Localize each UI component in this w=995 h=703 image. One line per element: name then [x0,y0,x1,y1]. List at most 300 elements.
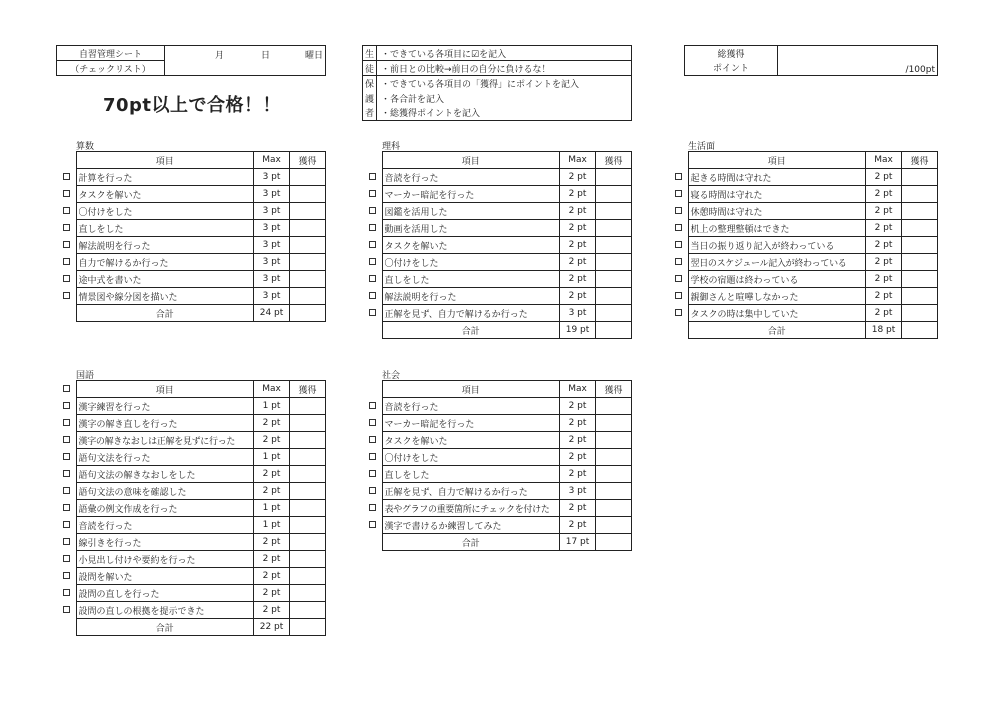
table-row [364,237,632,254]
row-got-input[interactable] [290,271,326,288]
japanese-header-check[interactable] [58,381,76,398]
row-check[interactable] [364,271,382,288]
row-got-input[interactable] [596,220,632,237]
checkbox-icon[interactable] [369,402,376,409]
row-item: マーカー暗記を行った [382,415,560,432]
row-item: 設問の直しの根拠を提示できた [76,602,254,619]
row-check[interactable] [364,500,382,517]
row-item: タスクを解いた [76,186,254,203]
row-got-input[interactable] [902,271,938,288]
guardian-role-1: 保 [363,76,377,91]
weekday-label: 曜日 [305,51,324,61]
checkbox-icon[interactable] [63,538,70,545]
row-got-input[interactable] [596,271,632,288]
row-got-input[interactable] [290,237,326,254]
row-got-input[interactable] [290,602,326,619]
row-check[interactable] [364,432,382,449]
row-got-input[interactable] [596,237,632,254]
row-got-input[interactable] [902,288,938,305]
row-got-input[interactable] [596,398,632,415]
row-check[interactable] [670,237,688,254]
social-total-max: 17 pt [560,534,596,551]
science-header-row [364,152,632,169]
table-row [670,186,938,203]
table-row [58,203,326,220]
row-got-input[interactable] [290,288,326,305]
instructions-box [362,45,632,121]
row-check[interactable] [364,305,382,322]
checkbox-icon[interactable] [63,224,70,231]
japanese-total-label: 合計 [76,619,254,636]
row-item: 漢字の解きなおしは正解を見ずに行った [76,432,254,449]
row-check[interactable] [364,449,382,466]
table-row [58,169,326,186]
science-total-got-input[interactable] [596,322,632,339]
checkbox-icon[interactable] [63,207,70,214]
checkbox-icon[interactable] [369,207,376,214]
row-check[interactable] [364,186,382,203]
checkbox-icon[interactable] [369,419,376,426]
row-max: 3 pt [254,237,290,254]
guardian-role-2: 護 [363,91,377,106]
row-got-input[interactable] [290,169,326,186]
row-max: 2 pt [560,398,596,415]
table-row [58,271,326,288]
row-check[interactable] [58,288,76,305]
row-check[interactable] [670,271,688,288]
checkbox-icon[interactable] [675,275,682,282]
row-item: 語句文法の意味を確認した [76,483,254,500]
row-got-input[interactable] [290,220,326,237]
row-got-input[interactable] [596,500,632,517]
row-check[interactable] [58,271,76,288]
social-table [364,380,632,551]
row-max: 2 pt [560,203,596,220]
total-points-input[interactable] [778,46,938,76]
row-got-input[interactable] [290,449,326,466]
japanese-table [58,380,326,636]
row-got-input[interactable] [290,432,326,449]
checkbox-icon[interactable] [63,606,70,613]
row-max: 2 pt [254,602,290,619]
table-row [670,271,938,288]
row-got-input[interactable] [902,186,938,203]
row-max: 3 pt [254,169,290,186]
row-check[interactable] [364,483,382,500]
row-got-input[interactable] [596,466,632,483]
table-row [58,288,326,305]
checkbox-icon[interactable] [63,436,70,443]
row-item: 寝る時間は守れた [688,186,866,203]
row-got-input[interactable] [290,203,326,220]
day-label: 日 [261,51,271,61]
table-row [58,483,326,500]
row-max: 2 pt [866,271,902,288]
social-total-got-input[interactable] [596,534,632,551]
table-row [58,500,326,517]
row-got-input[interactable] [290,254,326,271]
row-item: 漢字練習を行った [76,398,254,415]
life-total-got-input[interactable] [902,322,938,339]
table-row [58,254,326,271]
row-check[interactable] [364,517,382,534]
life-col-max: Max [866,152,902,169]
row-check[interactable] [58,568,76,585]
checkbox-icon[interactable] [369,224,376,231]
row-got-input[interactable] [902,305,938,322]
checkbox-icon[interactable] [63,419,70,426]
table-row [364,305,632,322]
table-row [58,432,326,449]
row-got-input[interactable] [290,186,326,203]
checkbox-icon[interactable] [369,521,376,528]
checkbox-icon[interactable] [369,436,376,443]
row-check[interactable] [670,305,688,322]
row-item: 〇付けをした [382,254,560,271]
table-row [58,534,326,551]
student-note-2: ・前日との比較→前日の自分に負けるな！ [377,61,632,76]
row-check[interactable] [670,288,688,305]
row-got-input[interactable] [290,568,326,585]
row-max: 2 pt [866,288,902,305]
row-check[interactable] [58,534,76,551]
checkbox-icon[interactable] [369,453,376,460]
science-col-got: 獲得 [596,152,632,169]
checkbox-icon[interactable] [63,453,70,460]
math-col-item: 項目 [76,152,254,169]
row-check[interactable] [58,398,76,415]
row-max: 2 pt [560,415,596,432]
row-item: 直しをした [76,220,254,237]
checkbox-icon[interactable] [675,309,682,316]
table-row [58,186,326,203]
row-check[interactable] [58,220,76,237]
row-check[interactable] [58,432,76,449]
row-item: 正解を見ず、自力で解けるか行った [382,483,560,500]
row-check[interactable] [58,585,76,602]
table-row [58,602,326,619]
row-check[interactable] [364,203,382,220]
japanese-col-got: 獲得 [290,381,326,398]
checkbox-icon[interactable] [369,173,376,180]
row-max: 3 pt [254,203,290,220]
row-check[interactable] [670,203,688,220]
checkbox-icon[interactable] [675,241,682,248]
social-col-max: Max [560,381,596,398]
row-max: 2 pt [254,568,290,585]
total-spacer [364,322,382,339]
table-row [364,415,632,432]
row-max: 2 pt [560,517,596,534]
row-item: 机上の整理整頓はできた [688,220,866,237]
row-got-input[interactable] [596,186,632,203]
table-row [58,517,326,534]
checkbox-icon[interactable] [369,487,376,494]
checkbox-icon[interactable] [63,555,70,562]
row-max: 2 pt [254,415,290,432]
row-item: 解法説明を行った [76,237,254,254]
row-got-input[interactable] [596,169,632,186]
row-item: 語句文法の解きなおしをした [76,466,254,483]
row-got-input[interactable] [596,449,632,466]
row-got-input[interactable] [290,585,326,602]
row-check[interactable] [670,186,688,203]
japanese-total-got-input[interactable] [290,619,326,636]
table-row [364,466,632,483]
checkbox-icon[interactable] [675,173,682,180]
row-got-input[interactable] [596,517,632,534]
row-max: 2 pt [254,483,290,500]
row-got-input[interactable] [596,254,632,271]
math-header-check [58,152,76,169]
row-got-input[interactable] [290,534,326,551]
checkbox-icon[interactable] [63,504,70,511]
math-total-label: 合計 [76,305,254,322]
row-max: 3 pt [254,254,290,271]
row-got-input[interactable] [596,305,632,322]
row-max: 2 pt [866,169,902,186]
checkbox-icon[interactable] [63,487,70,494]
row-check[interactable] [364,288,382,305]
table-row [670,254,938,271]
checkbox-icon[interactable] [675,224,682,231]
row-check[interactable] [364,220,382,237]
checkbox-icon[interactable] [63,385,70,392]
checkbox-icon[interactable] [675,190,682,197]
table-row [58,551,326,568]
checkbox-icon[interactable] [63,521,70,528]
table-row [58,237,326,254]
row-check[interactable] [58,415,76,432]
row-item: 設問を解いた [76,568,254,585]
social-header-check [364,381,382,398]
checkbox-icon[interactable] [369,190,376,197]
row-check[interactable] [58,602,76,619]
row-check[interactable] [58,466,76,483]
table-row [364,220,632,237]
table-row [364,254,632,271]
row-item: 動画を活用した [382,220,560,237]
row-max: 2 pt [560,466,596,483]
row-item: 直しをした [382,271,560,288]
life-total-label: 合計 [688,322,866,339]
row-got-input[interactable] [902,254,938,271]
row-item: 〇付けをした [76,203,254,220]
checkbox-icon[interactable] [63,173,70,180]
math-table [58,151,326,322]
row-got-input[interactable] [902,203,938,220]
life-title: 生活面 [688,142,716,152]
table-row [58,220,326,237]
row-got-input[interactable] [902,237,938,254]
row-max: 2 pt [560,271,596,288]
checkbox-icon[interactable] [369,275,376,282]
row-max: 2 pt [560,169,596,186]
student-note-1: ・できている各項目に☑を記入 [377,46,632,61]
checkbox-icon[interactable] [369,292,376,299]
row-check[interactable] [58,517,76,534]
science-title: 理科 [382,142,401,152]
checkbox-icon[interactable] [63,258,70,265]
row-check[interactable] [670,254,688,271]
row-item: 小見出し付けや要約を行った [76,551,254,568]
row-max: 2 pt [560,220,596,237]
row-max: 2 pt [560,186,596,203]
row-item: 情景図や線分図を描いた [76,288,254,305]
row-max: 2 pt [254,432,290,449]
row-max: 1 pt [254,517,290,534]
row-max: 2 pt [254,466,290,483]
math-title: 算数 [76,142,95,152]
row-max: 1 pt [254,449,290,466]
japanese-total-row [58,619,326,636]
row-check[interactable] [364,398,382,415]
checkbox-icon[interactable] [369,470,376,477]
row-got-input[interactable] [290,551,326,568]
row-item: 当日の振り返り記入が終わっている [688,237,866,254]
row-item: 漢字で書けるか練習してみた [382,517,560,534]
table-row [670,169,938,186]
row-check[interactable] [58,500,76,517]
math-col-max: Max [254,152,290,169]
row-max: 3 pt [254,220,290,237]
row-check[interactable] [58,449,76,466]
row-max: 2 pt [254,534,290,551]
row-check[interactable] [670,169,688,186]
math-header-row [58,152,326,169]
row-got-input[interactable] [596,415,632,432]
row-check[interactable] [364,169,382,186]
row-max: 2 pt [866,254,902,271]
table-row [364,203,632,220]
table-row [364,500,632,517]
row-max: 2 pt [866,237,902,254]
row-check[interactable] [58,483,76,500]
row-check[interactable] [364,237,382,254]
row-check[interactable] [364,415,382,432]
life-header-check [670,152,688,169]
checkbox-icon[interactable] [63,275,70,282]
checkbox-icon[interactable] [63,190,70,197]
row-item: 途中式を書いた [76,271,254,288]
table-row [58,466,326,483]
science-header-check [364,152,382,169]
checkbox-icon[interactable] [63,402,70,409]
row-item: 起きる時間は守れた [688,169,866,186]
science-col-max: Max [560,152,596,169]
checkbox-icon[interactable] [63,292,70,299]
row-check[interactable] [670,220,688,237]
guardian-note-1: ・できている各項目の「獲得」にポイントを記入 [377,76,632,91]
row-check[interactable] [58,237,76,254]
checkbox-icon[interactable] [63,241,70,248]
row-max: 3 pt [560,483,596,500]
row-check[interactable] [364,466,382,483]
row-got-input[interactable] [290,466,326,483]
row-max: 2 pt [560,237,596,254]
table-row [670,220,938,237]
total-points-label-2: ポイント [685,61,778,76]
row-item: 表やグラフの重要箇所にチェックを付けた [382,500,560,517]
row-max: 2 pt [560,500,596,517]
sheet-header [56,45,326,76]
table-row [364,517,632,534]
row-item: 〇付けをした [382,449,560,466]
table-row [58,415,326,432]
social-total-label: 合計 [382,534,560,551]
japanese-total-max: 22 pt [254,619,290,636]
row-check[interactable] [58,254,76,271]
science-total-row [364,322,632,339]
japanese-header-row [58,381,326,398]
row-got-input[interactable] [596,483,632,500]
math-total-row [58,305,326,322]
checkbox-icon[interactable] [675,258,682,265]
total-spacer [58,619,76,636]
total-spacer [58,305,76,322]
social-header-row [364,381,632,398]
checkbox-icon[interactable] [63,470,70,477]
row-got-input[interactable] [290,517,326,534]
row-item: 設問の直しを行った [76,585,254,602]
checkbox-icon[interactable] [369,258,376,265]
total-points-suffix: /100pt [905,65,935,75]
checkbox-icon[interactable] [63,572,70,579]
row-got-input[interactable] [290,500,326,517]
math-total-got-input[interactable] [290,305,326,322]
table-row [58,568,326,585]
row-max: 2 pt [254,551,290,568]
checkbox-icon[interactable] [63,589,70,596]
checkbox-icon[interactable] [369,241,376,248]
date-field[interactable] [165,46,326,76]
table-row [670,305,938,322]
checkbox-icon[interactable] [675,207,682,214]
row-got-input[interactable] [902,220,938,237]
row-item: タスクを解いた [382,237,560,254]
row-got-input[interactable] [290,415,326,432]
row-got-input[interactable] [290,398,326,415]
japanese-title: 国語 [76,371,95,381]
row-item: 語句文法を行った [76,449,254,466]
table-row [670,237,938,254]
row-item: 音読を行った [382,398,560,415]
table-row [364,186,632,203]
row-check[interactable] [364,254,382,271]
row-max: 3 pt [254,288,290,305]
row-check[interactable] [58,186,76,203]
checkbox-icon[interactable] [369,309,376,316]
row-max: 1 pt [254,398,290,415]
row-check[interactable] [58,551,76,568]
row-got-input[interactable] [290,483,326,500]
row-max: 2 pt [866,186,902,203]
row-max: 2 pt [560,432,596,449]
row-got-input[interactable] [596,288,632,305]
checkbox-icon[interactable] [675,292,682,299]
checkbox-icon[interactable] [369,504,376,511]
guardian-note-3: ・総獲得ポイントを記入 [377,106,632,121]
row-item: 親御さんと喧嘩しなかった [688,288,866,305]
row-item: 解法説明を行った [382,288,560,305]
row-got-input[interactable] [902,169,938,186]
row-got-input[interactable] [596,432,632,449]
row-item: 正解を見ず、自力で解けるか行った [382,305,560,322]
row-check[interactable] [58,169,76,186]
table-row [670,203,938,220]
row-got-input[interactable] [596,203,632,220]
row-check[interactable] [58,203,76,220]
